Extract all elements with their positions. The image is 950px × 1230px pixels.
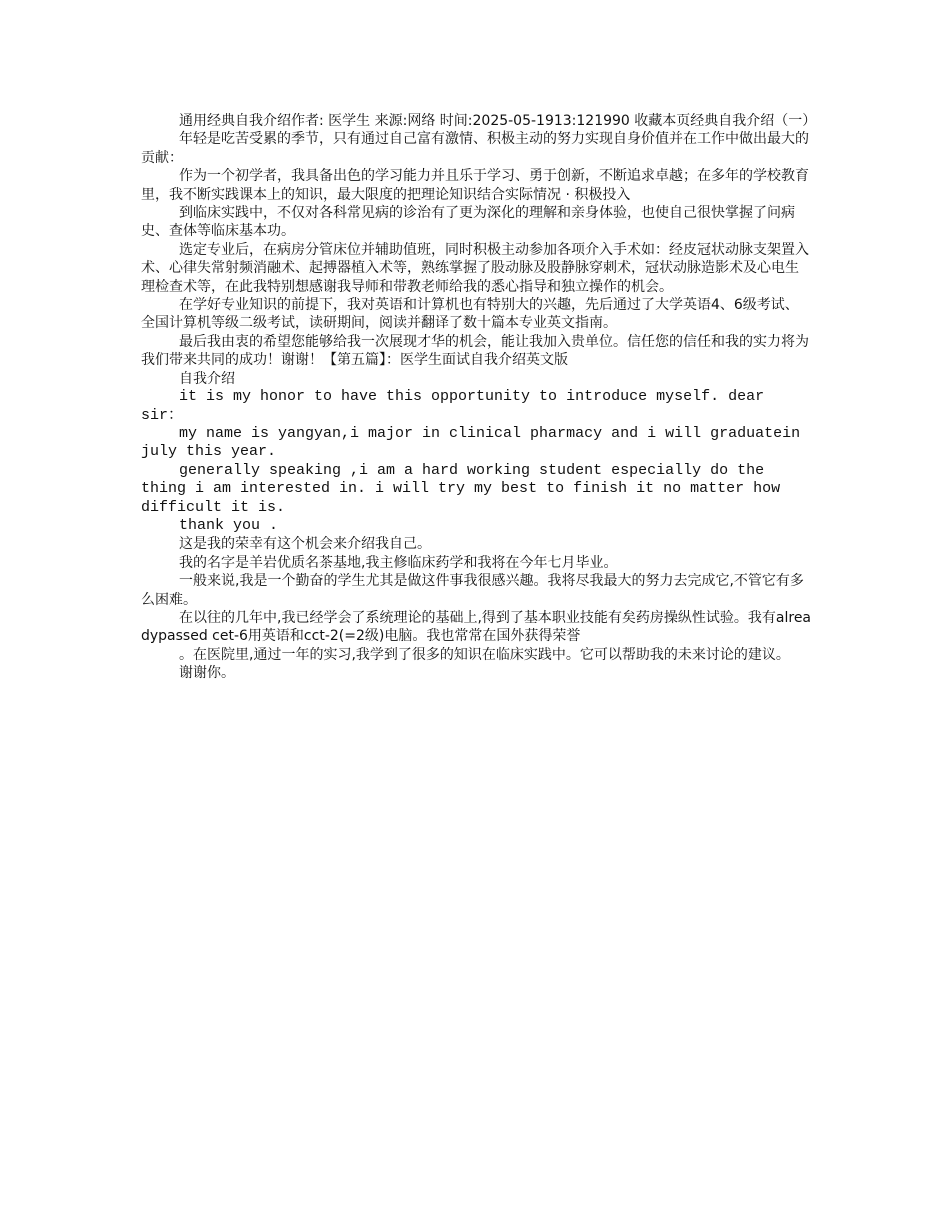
- english-paragraph: my name is yangyan,i major in clinical pharmacy and i will graduatein july this year.: [141, 424, 801, 461]
- body-paragraph: 。在医院里,通过一年的实习,我学到了很多的知识在临床实践中。它可以帮助我的未来讨论的建议。: [179, 646, 790, 663]
- body-paragraph: 我的名字是羊岩优质名茶基地,我主修临床药学和我将在今年七月毕业。: [179, 554, 618, 571]
- english-paragraph: it is my honor to have this opportunity to introduce myself. dear sir：: [141, 388, 765, 424]
- body-paragraph: 一般来说,我是一个勤奋的学生尤其是做这件事我很感兴趣。我将尽我最大的努力去完成它,不管它有多么困难。: [141, 573, 804, 608]
- body-paragraph: 在学好专业知识的前提下，我对英语和计算机也有特别大的兴趣，先后通过了大学英语4、6级考试、全国计算机等级二级考试，读研期间，阅读并翻译了数十篇本专业英文指南。: [141, 297, 799, 332]
- english-paragraph: generally speaking ,i am a hard working student especially do the thing i am interested in. i will try my best to finish it no matter how difficult it is.: [141, 461, 781, 516]
- body-paragraph: 在以往的几年中,我已经学会了系统理论的基础上,得到了基本职业技能有矣药房操纵性试验。我有alreadypassed cet-6用英语和cct-2(=2级)电脑。我也常常在国外获得荣誉: [141, 609, 812, 645]
- document-page: [141, 112, 817, 683]
- body-paragraph: 最后我由衷的希望您能够给我一次展现才华的机会，能让我加入贵单位。信任您的信任和我的实力将为我们带来共同的成功！谢谢！【第五篇】：医学生面试自我介绍英文版: [141, 333, 809, 369]
- section-heading: 自我介绍: [179, 370, 235, 387]
- body-paragraph: 年轻是吃苦受累的季节，只有通过自己富有激情、积极主动的努力实现自身价值并在工作中做出最大的贡献：: [141, 131, 809, 166]
- body-paragraph: 选定专业后，在病房分管床位并辅助值班，同时积极主动参加各项介入手术如：经皮冠状动脉支架置入术、心律失常射频消融术、起搏器植入术等，熟练掌握了股动脉及股静脉穿刺术，冠状动脉造影术及心电生理检查术等，在此我特别想感谢我导师和带教老师给我的悉心指导和独立操作的机会。: [141, 241, 809, 295]
- body-paragraph: 到临床实践中，不仅对各科常见病的诊治有了更为深化的理解和亲身体验，也使自己很快掌握了问病史、查体等临床基本功。: [141, 205, 795, 240]
- body-paragraph: 作为一个初学者，我具备出色的学习能力并且乐于学习、勇于创新，不断追求卓越；在多年的学校教育里，我不断实践课本上的知识，最大限度的把理论知识结合实际情况 · 积极投入: [141, 168, 809, 203]
- header-paragraph: 通用经典自我介绍作者: 医学生 来源:网络 时间:2025-05-1913:121990 收藏本页经典自我介绍（一）: [179, 113, 817, 129]
- body-paragraph: 这是我的荣幸有这个机会来介绍我自己。: [179, 536, 431, 553]
- english-paragraph: thank you .: [179, 516, 279, 534]
- body-paragraph: 谢谢你。: [179, 665, 235, 682]
